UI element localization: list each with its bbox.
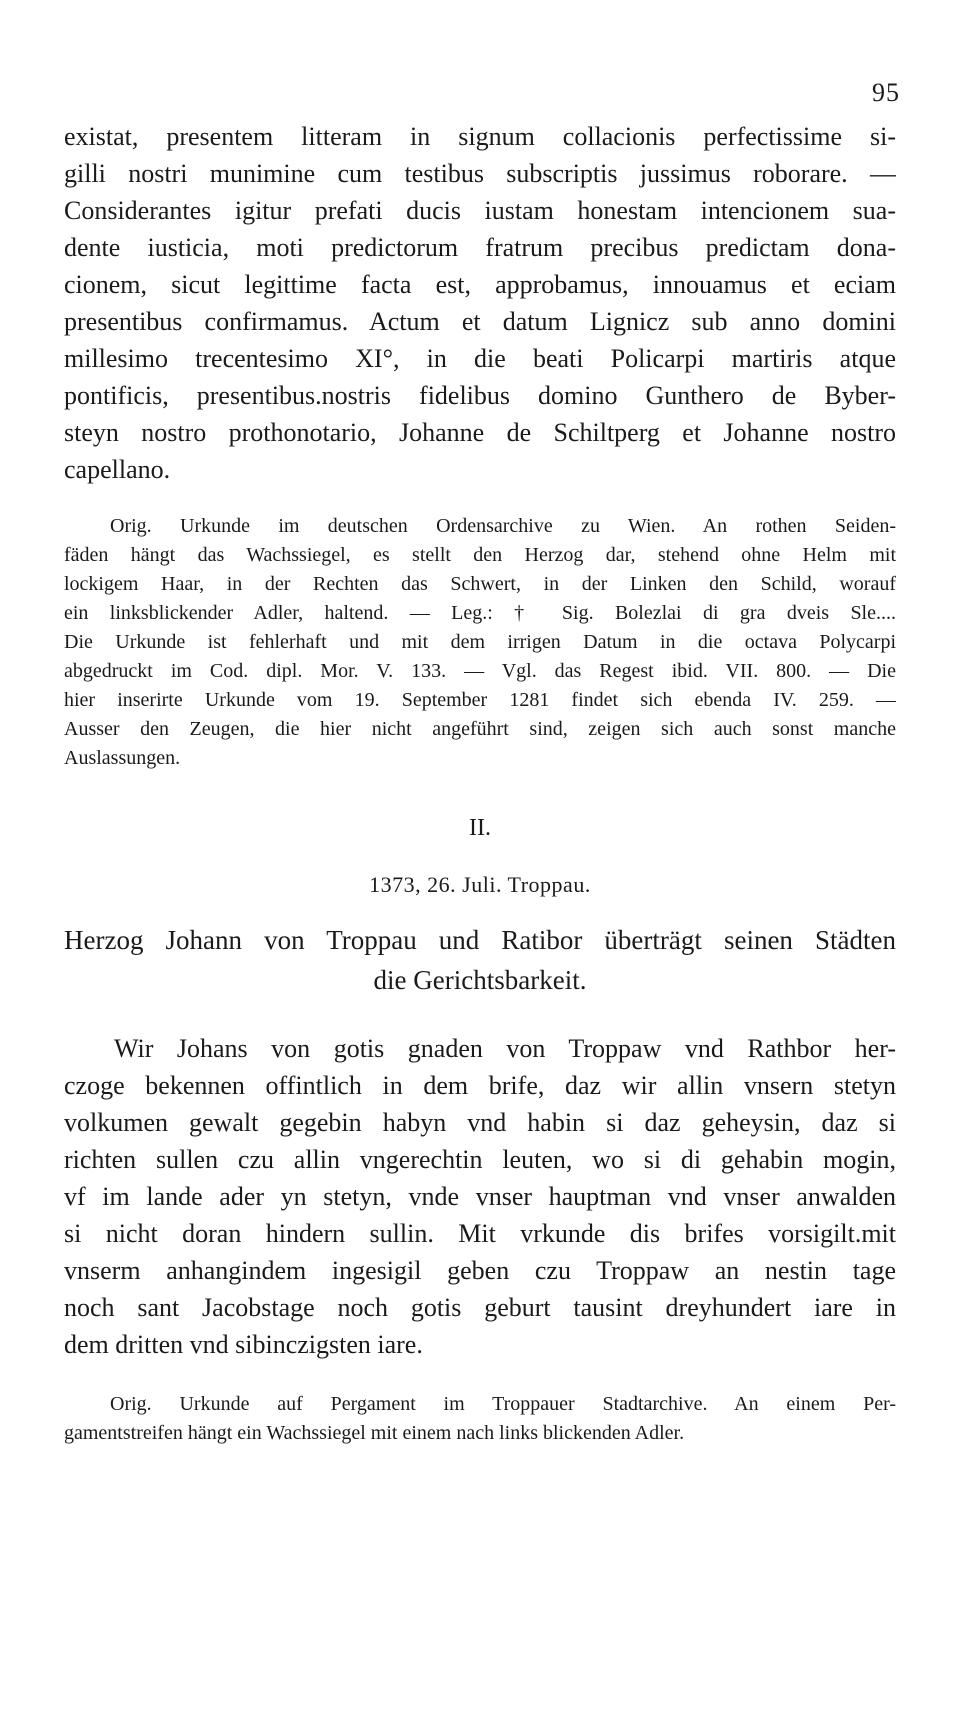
heading-line: Herzog Johann von Troppau und Ratibor überträgt seinen Städten (64, 925, 896, 955)
document-heading (64, 920, 896, 1000)
text-line: cionem, sicut legittime facta est, approbamus, innouamus et eciam (64, 270, 896, 299)
note-line: gamentstreifen hängt ein Wachssiegel mit einem nach links blickenden Adler. (64, 1422, 685, 1444)
note-line: ein linksblickender Adler, haltend. — Leg.: † Sig. Bolezlai di gra dveis Sle.... (64, 602, 896, 624)
note-line: lockigem Haar, in der Rechten das Schwert, in der Linken den Schild, worauf (64, 573, 896, 595)
text-line: richten sullen czu allin vngerechtin leuten, wo si di gehabin mogin, (64, 1145, 896, 1174)
text-line: gilli nostri munimine cum testibus subscriptis jussimus roborare. — (64, 159, 896, 188)
text-line: steyn nostro prothonotario, Johanne de Schiltperg et Johanne nostro (64, 418, 896, 447)
document-date: 1373, 26. Juli. Troppau. (369, 872, 591, 897)
note-line: Ausser den Zeugen, die hier nicht angeführt sind, zeigen sich auch sonst manche (64, 718, 896, 740)
text-line: volkumen gewalt gegebin habyn vnd habin si daz geheysin, daz si (64, 1108, 896, 1137)
text-line: existat, presentem litteram in signum collacionis perfectissime si- (64, 122, 896, 151)
charter-text-continuation (64, 118, 896, 488)
text-line: pontificis, presentibus.nostris fidelibus domino Gunthero de Byber- (64, 381, 896, 410)
text-line: czoge bekennen offintlich in dem brife, daz wir allin vnsern stetyn (64, 1071, 896, 1100)
note-line: abgedruckt im Cod. dipl. Mor. V. 133. — Vgl. das Regest ibid. VII. 800. — Die (64, 660, 896, 682)
text-line: dem dritten vnd sibinczigsten iare. (64, 1330, 423, 1359)
section-number: II. (469, 815, 491, 841)
text-line: vnserm anhangindem ingesigil geben czu Troppaw an nestin tage (64, 1256, 896, 1285)
note-line: Auslassungen. (64, 747, 181, 769)
note-line: Orig. Urkunde auf Pergament im Troppauer Stadtarchive. An einem Per- (110, 1393, 896, 1415)
text-line: noch sant Jacobstage noch gotis geburt tausint dreyhundert iare in (64, 1293, 896, 1322)
text-line: vf im lande ader yn stetyn, vnde vnser hauptman vnd vnser anwalden (64, 1182, 896, 1211)
text-line: Wir Johans von gotis gnaden von Troppaw vnd Rathbor her- (114, 1034, 896, 1063)
text-line: presentibus confirmamus. Actum et datum Lignicz sub anno domini (64, 307, 896, 336)
heading-line: die Gerichtsbarkeit. (373, 965, 587, 995)
note-line: fäden hängt das Wachssiegel, es stellt den Herzog dar, stehend ohne Helm mit (64, 544, 896, 566)
text-line: dente iusticia, moti predictorum fratrum precibus predictam dona- (64, 233, 896, 262)
note-line: Die Urkunde ist fehlerhaft und mit dem irrigen Datum in die octava Polycarpi (64, 631, 896, 653)
editorial-note (64, 512, 896, 773)
text-line: si nicht doran hindern sullin. Mit vrkunde dis brifes vorsigilt.mit (64, 1219, 896, 1248)
text-line: Considerantes igitur prefati ducis iustam honestam intencionem sua- (64, 196, 896, 225)
page-number: 95 (872, 78, 900, 107)
editorial-note (64, 1390, 896, 1448)
text-line: capellano. (64, 455, 171, 484)
note-line: Orig. Urkunde im deutschen Ordensarchive zu Wien. An rothen Seiden- (110, 515, 896, 537)
note-line: hier inserirte Urkunde vom 19. September 1281 findet sich ebenda IV. 259. — (64, 689, 896, 711)
text-line: millesimo trecentesimo XI°, in die beati Policarpi martiris atque (64, 344, 896, 373)
charter-text (64, 1030, 896, 1363)
